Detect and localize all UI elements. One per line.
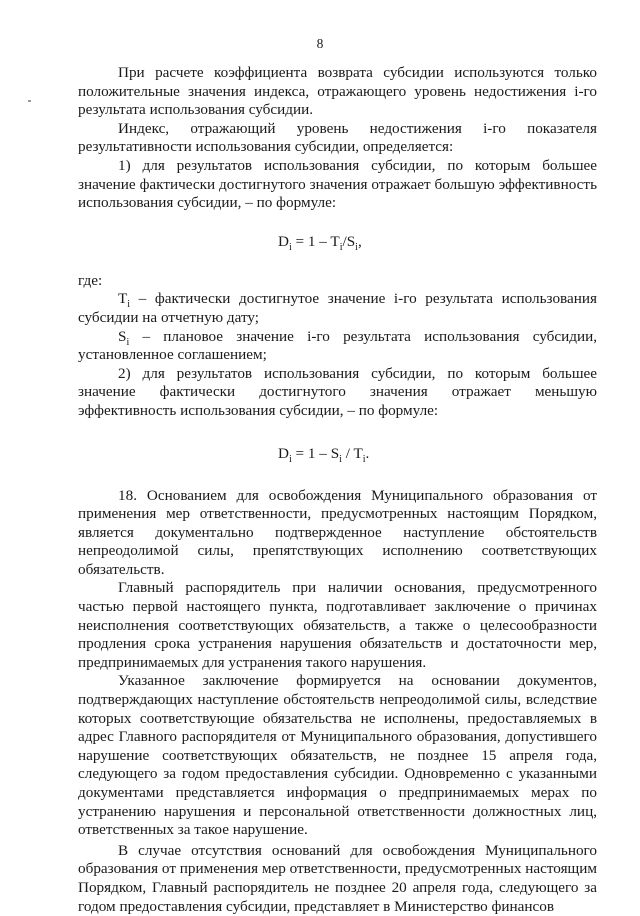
si-text: – плановое значение i-го результата использования субсидии, установленное соглашением;	[78, 327, 597, 364]
formula-1-d: D	[278, 232, 289, 250]
paragraph-section-18: 18. Основанием для освобождения Муниципального образования от применения мер ответственности, предусмотренных настоящим Порядком, является документально подтвержденное наступление обстоятельств непреодолимой силы, препятствующих исполнению соответствующих обязательств.	[78, 486, 597, 578]
formula-2-end: .	[365, 444, 370, 462]
scan-mark	[28, 100, 31, 102]
where-label: где:	[78, 271, 103, 289]
formula-2-part: = 1 – S	[291, 444, 340, 462]
ti-sub: i	[127, 299, 131, 311]
formula-1	[78, 232, 597, 252]
ti-letter: T	[118, 290, 128, 308]
formula-1-sub: i	[339, 241, 343, 253]
paragraph-chief-administrator: Главный распорядитель при наличии основания, предусмотренного частью первой настоящего пункта, подготавливает заключение о причинах неисполнения соответствующих обязательств, а также о целесообразности продления срока устранения нарушения обязательств и достаточности мер, предпринимаемых для устранения такого нарушения.	[78, 579, 597, 671]
si-sub: i	[126, 336, 130, 348]
formula-1-end: ,	[357, 232, 362, 250]
formula-2-d: D	[278, 444, 289, 462]
formula-2-part: / T	[341, 444, 363, 462]
formula-1-part: /S	[342, 232, 356, 250]
paragraph-no-grounds: В случае отсутствия оснований для освобождения Муниципального образования от применения мер ответственности, предусмотренных настоящим Порядком, Главный распорядитель не позднее 20 апреля года, следующего за годом предоставления субсидии, представляет в Министерство финансов	[78, 841, 597, 915]
ti-text: – фактически достигнутое значение i-го результата использования субсидии на отчетную дату;	[78, 290, 597, 326]
si-letter: S	[118, 327, 127, 345]
formula-1-part: = 1 – T	[291, 232, 340, 250]
paragraph-case-1: 1) для результатов использования субсидии, по которым большее значение фактически достигнутого значения отражает большую эффективность использования субсидии, – по формуле:	[78, 156, 597, 212]
page-number: 8	[316, 36, 324, 51]
formula-2	[78, 444, 597, 464]
document-body	[78, 64, 597, 916]
formula-2-sub: i	[288, 453, 292, 465]
paragraph-case-2: 2) для результатов использования субсидии, по которым большее значение фактически достигнутого значения отражает меньшую эффективность использования субсидии, – по формуле:	[78, 364, 597, 419]
formula-2-sub: i	[339, 453, 342, 465]
formula-1-sub: i	[355, 241, 358, 253]
formula-1-sub: i	[288, 241, 292, 253]
definition-ti	[78, 290, 597, 327]
paragraph-index-definition: Индекс, отражающий уровень недостижения i-го показателя результативности использования субсидии, определяется:	[78, 119, 597, 156]
paragraph-conclusion-basis: Указанное заключение формируется на основании документов, подтверждающих наступление обстоятельств непреодолимой силы, вследствие которых соответствующие обязательства не исполнены, предоставляемых в адрес Главного распорядителя от Муниципального образования, допустившего нарушение соответствующих обязательств, не позднее 15 апреля года, следующего за годом предоставления субсидии. Одновременно с указанными документами представляется информация о предпринимаемых мерах по устранению нарушения и персональной ответственности должностных лиц, ответственных за такое нарушение.	[78, 672, 597, 839]
paragraph-refund-coefficient: При расчете коэффициента возврата субсидии используются только положительные значения индекса, отражающего уровень недостижения i-го результата использования субсидии.	[78, 64, 597, 119]
formula-2-sub: i	[362, 453, 366, 465]
definition-si	[78, 328, 597, 365]
